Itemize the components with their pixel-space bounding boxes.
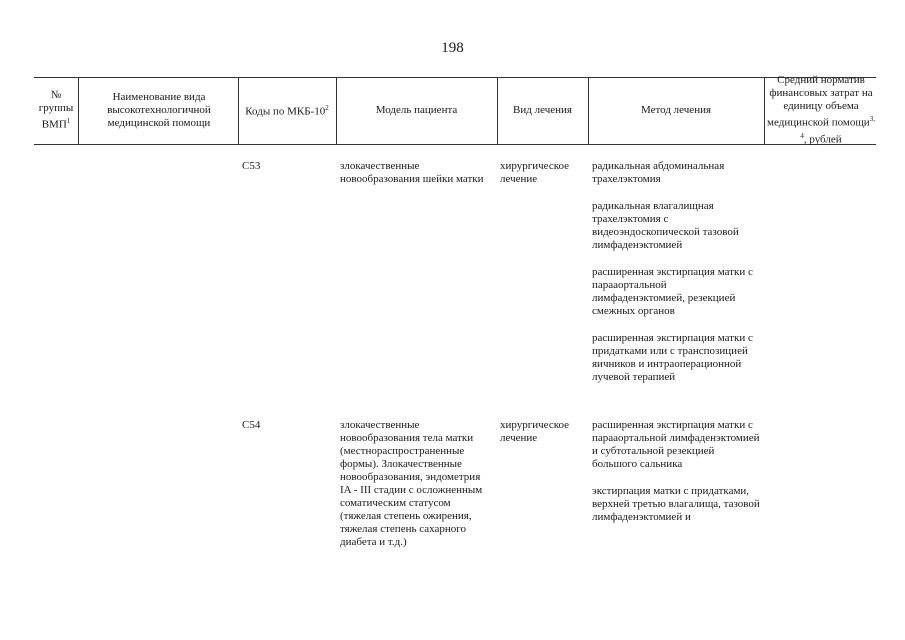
header-treatment-method: Метод лечения — [640, 104, 712, 116]
header-treatment-type: Вид лечения — [513, 104, 572, 116]
header-divider — [764, 77, 765, 144]
row-patient-model: злокачественные новообразования шейки матки — [340, 160, 484, 185]
row-treatment-type: хирургическое лечение — [500, 160, 570, 185]
treatment-method: экстирпация матки с придатками, верхней третью влагалища, тазовой лимфаденэктомией и — [592, 485, 760, 523]
header-icd-codes: Коды по МКБ-$10^2$ — [245, 104, 329, 118]
header-care-type: Наименование вида высокотехнологичной медицинской помощи — [107, 91, 211, 129]
row-patient-model: злокачественные новообразования тела матки (местнораспространенные формы). Злокачественные новообразования, эндометрия IA - III стадии с осложненным соматическим статусом (тяжелая степень ожирения, тяжелая степень сахарного диабета и т.д.) — [340, 419, 483, 548]
header-cost-standard: Средний норматив финансовых затрат на единицу объема медицинской помощи$^{3, 4}$, рублей — [767, 74, 875, 146]
treatment-method: расширенная экстирпация матки с придатками или с транспозицией яичников и интраоперационной лучевой терапией — [592, 332, 753, 383]
row-treatment-methods — [592, 419, 762, 538]
header-divider — [78, 77, 79, 144]
header-group-number: № группы ВМП$^1$ — [38, 89, 74, 131]
treatment-method: радикальная влагалищная трахелэктомия с видеоэндоскопической тазовой лимфаденэктомией — [592, 200, 739, 251]
treatment-method: расширенная экстирпация матки с парааортальной лимфаденэктомией и субтотальной резекцией большого сальника — [592, 419, 760, 470]
header-patient-model: Модель пациента — [375, 104, 458, 116]
header-bottom-border — [34, 144, 876, 145]
row-icd-code: C53 — [242, 160, 261, 172]
row-icd-code: C54 — [242, 419, 261, 431]
page-number: 198 — [441, 40, 464, 56]
treatment-method: радикальная абдоминальная трахелэктомия — [592, 160, 725, 185]
treatment-method: расширенная экстирпация матки с парааортальной лимфаденэктомией, резекцией смежных органов — [592, 266, 753, 317]
row-treatment-methods — [592, 160, 762, 398]
row-treatment-type: хирургическое лечение — [500, 419, 570, 444]
